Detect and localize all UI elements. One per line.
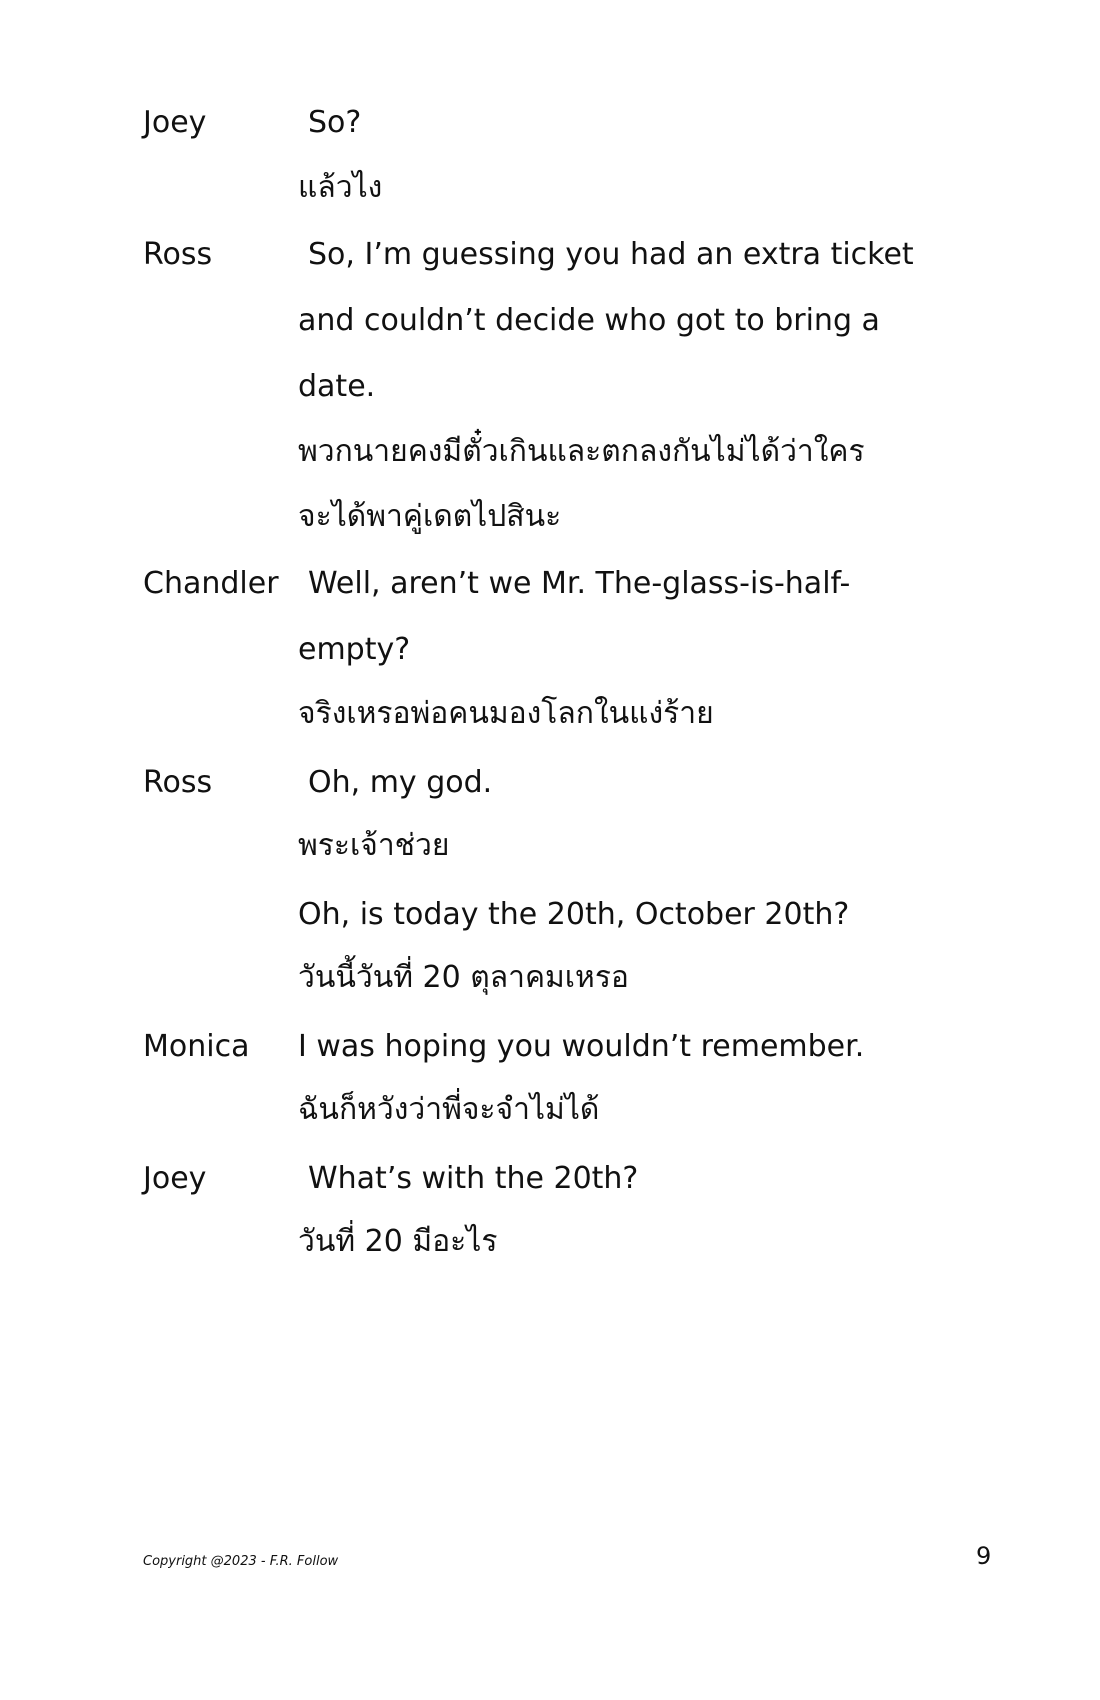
dialogue-line: What’s with the 20th?: [308, 1161, 639, 1196]
speaker-name: Joey: [143, 1161, 207, 1196]
dialogue-translation: วันนี้วันที่ 20 ตุลาคมเหรอ: [298, 960, 629, 995]
dialogue-line: Well, aren’t we Mr. The-glass-is-half-: [308, 566, 851, 601]
dialogue-translation: วันที่ 20 มีอะไร: [298, 1224, 498, 1259]
dialogue-line: So?: [308, 105, 362, 140]
dialogue-line: I was hoping you wouldn’t remember.: [298, 1029, 865, 1064]
page-number: 9: [976, 1542, 992, 1570]
dialogue-line: So, I’m guessing you had an extra ticket: [308, 237, 914, 272]
speaker-name: Ross: [143, 237, 213, 272]
dialogue-translation: พระเจ้าช่วย: [298, 828, 450, 863]
copyright-notice: Copyright @2023 - F.R. Follow: [143, 1554, 339, 1569]
dialogue-line: Oh, is today the 20th, October 20th?: [298, 897, 850, 932]
dialogue-translation: จะได้พาคู่เดตไปสินะ: [298, 499, 562, 534]
dialogue-translation: จริงเหรอพ่อคนมองโลกในแง่ร้าย: [298, 696, 714, 731]
speaker-name: Ross: [143, 765, 213, 800]
speaker-name: Joey: [143, 105, 207, 140]
speaker-name: Monica: [143, 1029, 250, 1064]
dialogue-translation: แล้วไง: [298, 170, 383, 205]
dialogue-translation: พวกนายคงมีตั๋วเกินและตกลงกันไม่ได้ว่าใคร: [298, 434, 865, 469]
dialogue-line: date.: [298, 369, 376, 404]
dialogue-line: empty?: [298, 632, 411, 667]
speaker-name: Chandler: [143, 566, 279, 601]
dialogue-translation: ฉันก็หวังว่าพี่จะจำไม่ได้: [298, 1092, 600, 1127]
dialogue-line: and couldn’t decide who got to bring a: [298, 303, 880, 338]
dialogue-line: Oh, my god.: [308, 765, 493, 800]
